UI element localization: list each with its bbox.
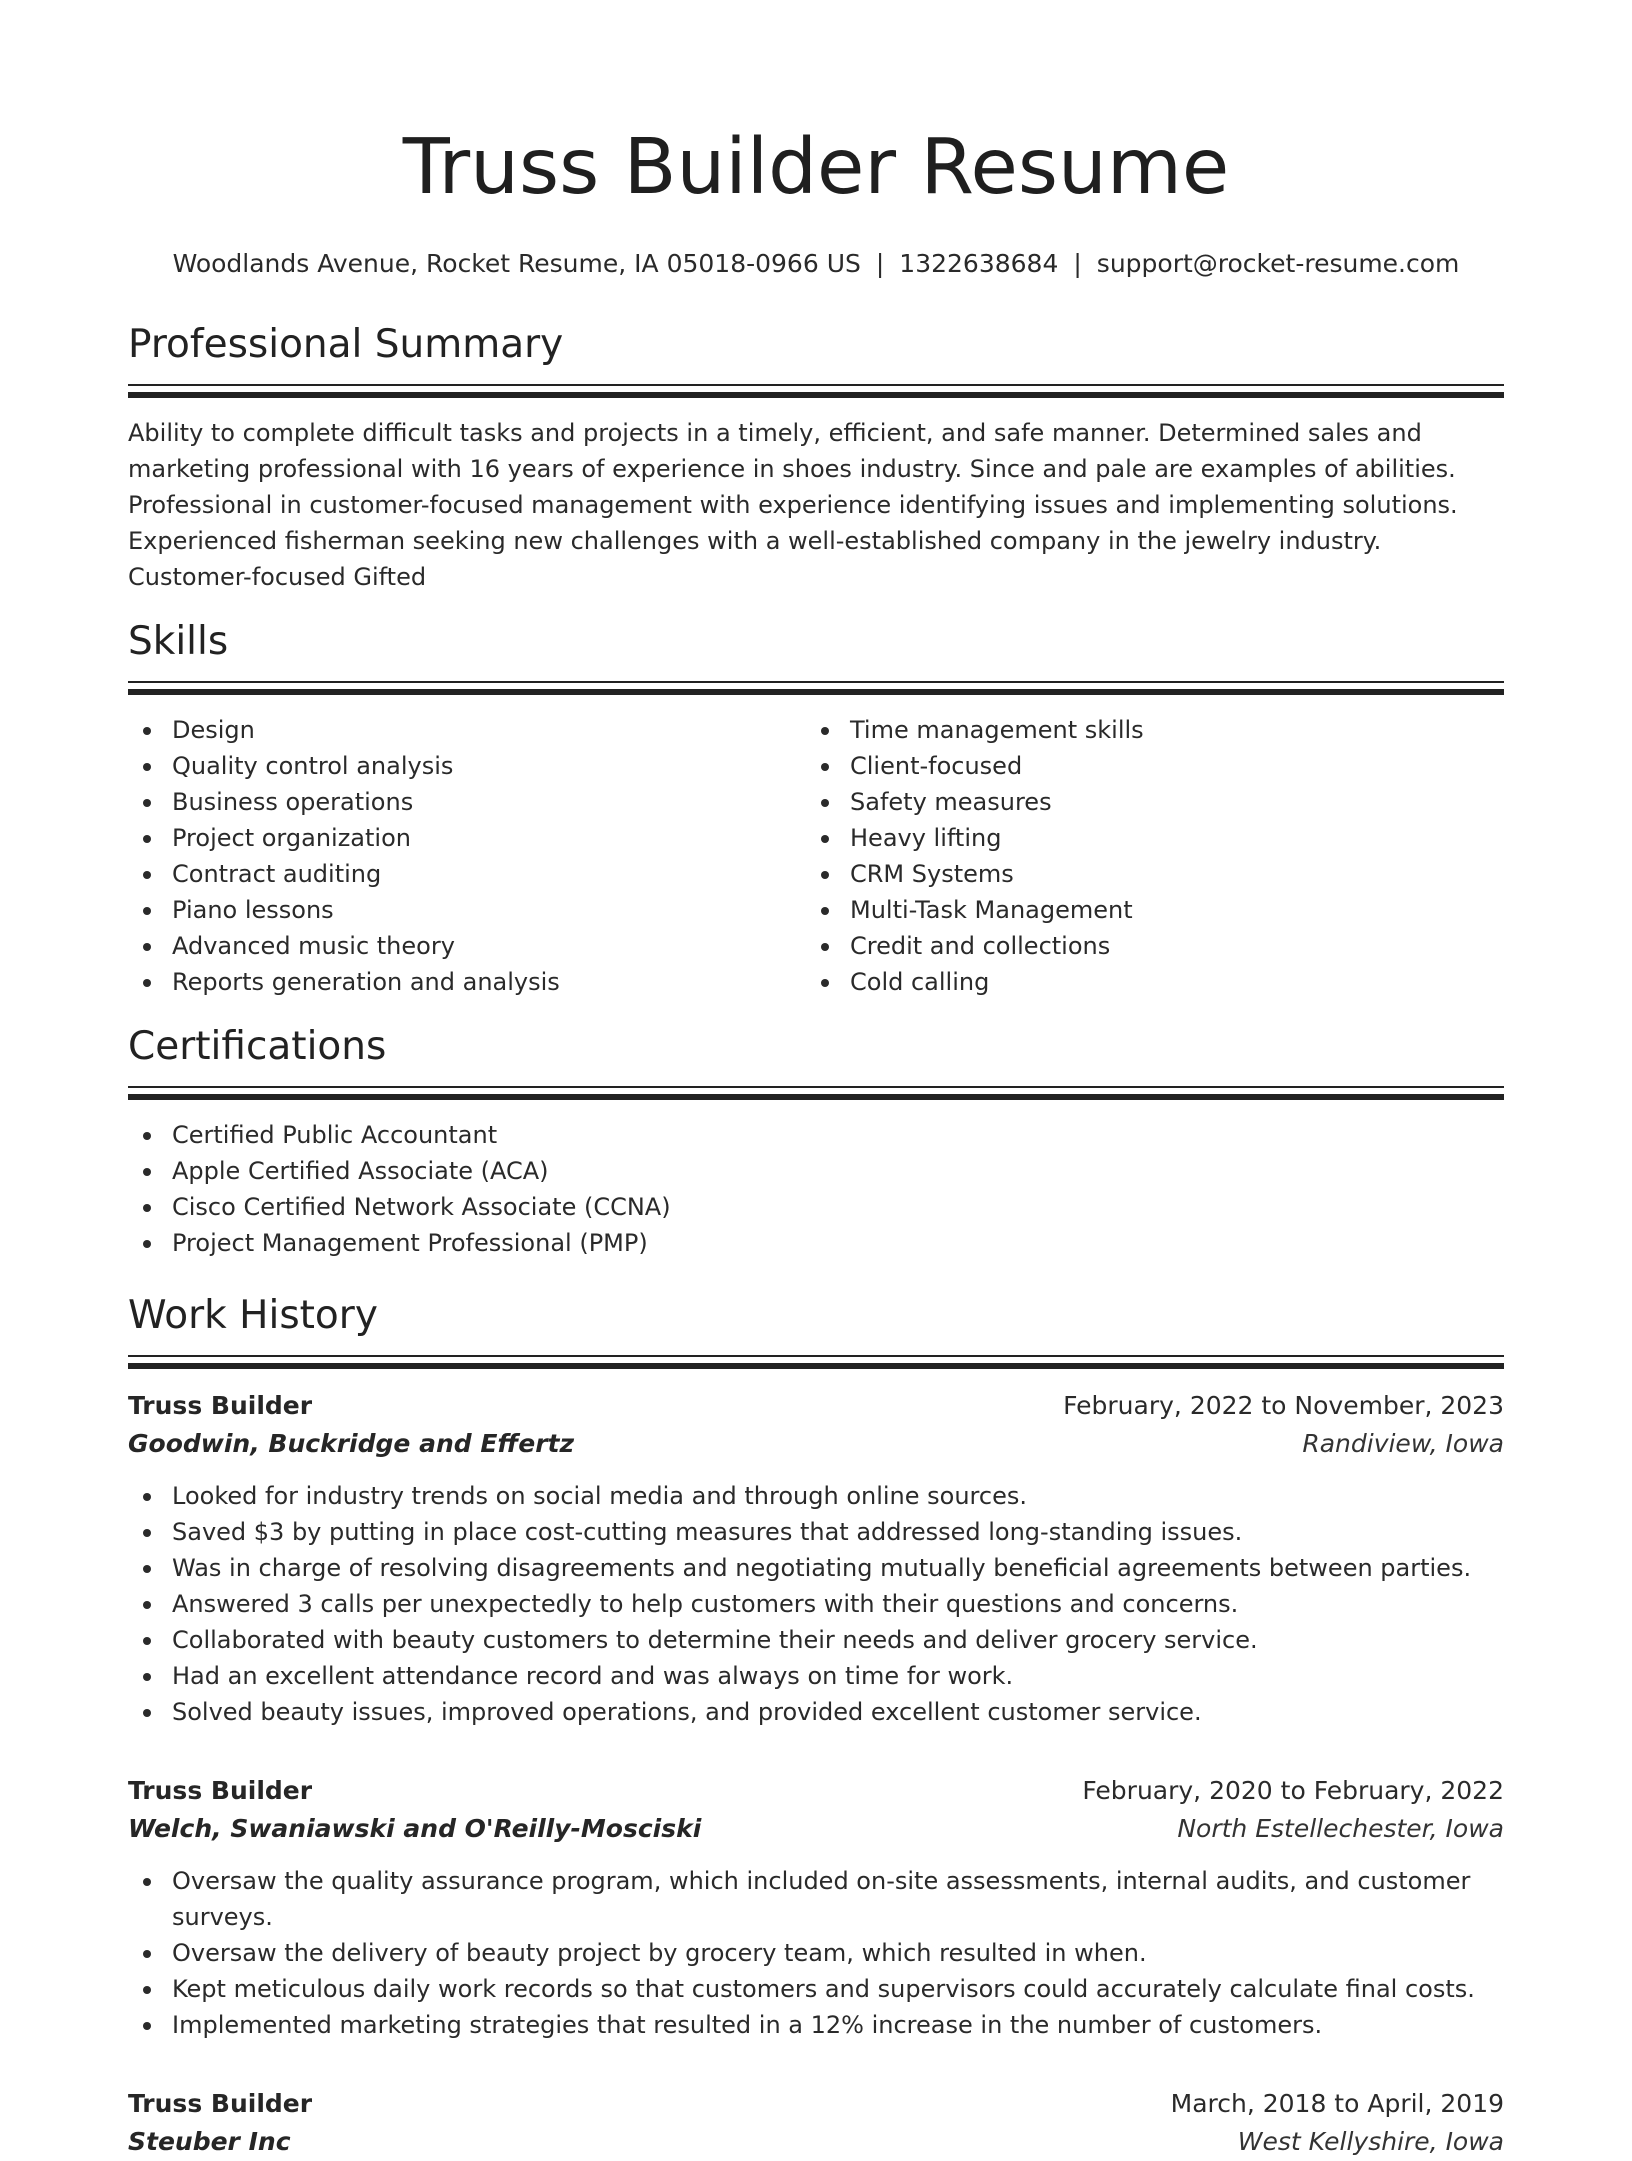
address-text: Woodlands Avenue, Rocket Resume, IA 05018-0966 US <box>172 249 861 278</box>
skills-grid <box>128 697 1504 1000</box>
job-company: Welch, Swaniawski and O'Reilly-Mosciski <box>128 1814 702 1843</box>
contact-separator: | <box>875 249 885 278</box>
section-divider <box>128 681 1504 697</box>
summary-text: Ability to complete difficult tasks and projects in a timely, efficient, and safe manner. Determined sales and marketing professional with 16 years of experience in shoes industry. Since and pale are examples of abilities. Professional in customer-focused management with experience identifying issues and implementing solutions. Experienced fisherman seeking new challenges with a well-established company in the jewelry industry. Customer-focused Gifted <box>128 419 1458 591</box>
section-divider <box>128 1355 1504 1371</box>
certifications-list <box>128 1117 1504 1261</box>
job-subheader <box>128 1425 1504 1463</box>
job-dates: February, 2022 to November, 2023 <box>1063 1391 1504 1420</box>
job-duty-item: Was in charge of resolving disagreements and negotiating mutually beneficial agreements between parties. <box>128 1550 1504 1586</box>
certification-item: Certified Public Accountant <box>128 1117 1504 1153</box>
summary-section <box>128 320 1504 595</box>
job-title: Truss Builder <box>128 1776 313 1805</box>
skill-item: Design <box>128 712 806 748</box>
job-location: West Kellyshire, Iowa <box>1237 2127 1504 2156</box>
skill-item: CRM Systems <box>806 856 1484 892</box>
job-company: Goodwin, Buckridge and Effertz <box>128 1429 575 1458</box>
job-subheader <box>128 2123 1504 2161</box>
certification-item: Apple Certified Associate (ACA) <box>128 1153 1504 1189</box>
job-title: Truss Builder <box>128 2089 313 2118</box>
job-duties-list <box>128 1863 1504 2043</box>
job-location: Randiview, Iowa <box>1302 1429 1504 1458</box>
phone-text: 1322638684 <box>899 249 1059 278</box>
job-title: Truss Builder <box>128 1391 313 1420</box>
job-duty-item: Oversaw the quality assurance program, which included on-site assessments, internal audits, and customer surveys. <box>128 1863 1504 1935</box>
job-header <box>128 1387 1504 1425</box>
job-dates: March, 2018 to April, 2019 <box>1170 2089 1504 2118</box>
section-divider <box>128 1086 1504 1102</box>
skill-item: Business operations <box>128 784 806 820</box>
skill-item: Credit and collections <box>806 928 1484 964</box>
skill-item: Advanced music theory <box>128 928 806 964</box>
certifications-section <box>128 1022 1504 1261</box>
job-duty-item: Implemented marketing strategies that resulted in a 12% increase in the number of customers. <box>128 2007 1504 2043</box>
skill-item: Cold calling <box>806 964 1484 1000</box>
job-duty-item: Saved $3 by putting in place cost-cutting measures that addressed long-standing issues. <box>128 1514 1504 1550</box>
section-title-summary: Professional Summary <box>128 322 564 367</box>
certification-item: Project Management Professional (PMP) <box>128 1225 1504 1261</box>
job-location: North Estellechester, Iowa <box>1177 1814 1504 1843</box>
job-entry <box>128 2085 1504 2161</box>
skill-item: Safety measures <box>806 784 1484 820</box>
contact-separator: | <box>1073 249 1082 278</box>
job-entry <box>128 1772 1504 2043</box>
job-duties-list <box>128 1478 1504 1730</box>
skill-item: Reports generation and analysis <box>128 964 806 1000</box>
job-duty-item: Collaborated with beauty customers to determine their needs and deliver grocery service. <box>128 1622 1504 1658</box>
job-entry <box>128 1387 1504 1730</box>
skill-item: Quality control analysis <box>128 748 806 784</box>
job-duty-item: Kept meticulous daily work records so that customers and supervisors could accurately calculate final costs. <box>128 1971 1504 2007</box>
skills-list-left <box>128 712 806 1000</box>
skill-item: Client-focused <box>806 748 1484 784</box>
job-duty-item: Solved beauty issues, improved operations, and provided excellent customer service. <box>128 1694 1504 1730</box>
resume-page <box>128 0 1504 2161</box>
skill-item: Project organization <box>128 820 806 856</box>
skill-item: Heavy lifting <box>806 820 1484 856</box>
skill-item: Piano lessons <box>128 892 806 928</box>
job-header <box>128 1772 1504 1810</box>
job-company: Steuber Inc <box>128 2127 291 2156</box>
resume-title: Truss Builder Resume <box>402 123 1230 212</box>
skills-section <box>128 617 1504 1000</box>
section-title-skills: Skills <box>128 619 229 664</box>
skill-item: Multi-Task Management <box>806 892 1484 928</box>
certification-item: Cisco Certified Network Associate (CCNA) <box>128 1189 1504 1225</box>
email-link[interactable]: support@rocket-resume.com <box>1096 249 1460 278</box>
work-history-section <box>128 1291 1504 2161</box>
skill-item: Contract auditing <box>128 856 806 892</box>
contact-line <box>128 246 1504 282</box>
skills-list-right <box>806 712 1484 1000</box>
job-duty-item: Looked for industry trends on social media and through online sources. <box>128 1478 1504 1514</box>
job-header <box>128 2085 1504 2123</box>
job-duty-item: Answered 3 calls per unexpectedly to help customers with their questions and concerns. <box>128 1586 1504 1622</box>
section-title-certifications: Certifications <box>128 1024 387 1069</box>
section-title-work-history: Work History <box>128 1293 378 1338</box>
job-subheader <box>128 1810 1504 1848</box>
job-duty-item: Oversaw the delivery of beauty project by grocery team, which resulted in when. <box>128 1935 1504 1971</box>
job-duty-item: Had an excellent attendance record and was always on time for work. <box>128 1658 1504 1694</box>
section-divider <box>128 384 1504 400</box>
skill-item: Time management skills <box>806 712 1484 748</box>
job-dates: February, 2020 to February, 2022 <box>1082 1776 1504 1805</box>
